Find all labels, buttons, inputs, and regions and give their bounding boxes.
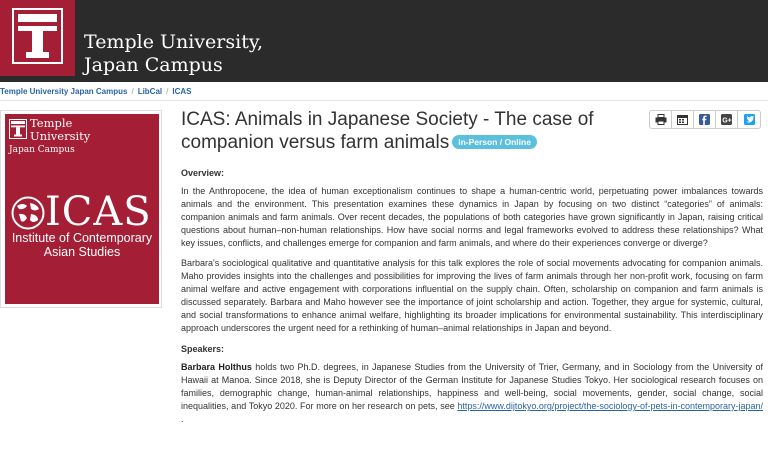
breadcrumb-item-libcal[interactable]: LibCal — [137, 87, 163, 96]
breadcrumb-separator: / — [131, 87, 134, 96]
overview-paragraph-2: Barbara's sociological qualitative and quantitative analysis for this talk explores the role of social movements advocating for companion animals. Maho provides insights into the challenges and possibilities for improving the lives of farm animals through her non-profit work, focusing on farm animal welfare and active engagement with corporations influential on the supply chain. Often, scholarship on companion and farm animals is discussed separately. Barbara and Maho however see the importance of joint scholarship and action. Together, they argue for systemic, cultural, and social transformations to enhance animal welfare, highlighting its broader implications for environmental sustainability. This interdisciplinary approach underscores the urgent need for a rethinking of human–animal relationships in Japan and beyond. — [181, 258, 763, 333]
site-title[interactable] — [84, 31, 263, 77]
speaker-bio-tail: . — [181, 414, 184, 424]
temple-t-icon — [12, 8, 63, 64]
side-campus: Japan Campus — [9, 145, 75, 155]
event-title — [181, 108, 621, 154]
side-university-name — [30, 117, 90, 143]
svg-text:G+: G+ — [722, 117, 732, 125]
side-uni-line1: Temple — [30, 116, 73, 130]
breadcrumb-item-tuj[interactable]: Temple University Japan Campus — [0, 87, 128, 96]
side-uni-line2: University — [30, 129, 91, 143]
speakers-heading: Speakers: — [181, 344, 225, 354]
icas-subtitle-line2: Asian Studies — [43, 245, 121, 259]
event-image-card — [0, 110, 162, 308]
breadcrumb-divider — [0, 100, 768, 101]
site-header — [0, 0, 768, 82]
temple-logo[interactable] — [0, 0, 75, 76]
speaker-name: Barbara Holthus — [181, 362, 252, 372]
overview-paragraph-1: In the Anthropocene, the idea of human exceptionalism continues to shape a human-centric world, perpetuating power imbalances towards animals and the environment. This presentation examines these dynamics in Japan by focusing on two distinct “categories” of animals: companion animals and farm animals. Over recent decades, the populations of both categories have grown significantly in Japan, raising critical questions about human–non-human relationships. How have social norms and legal frameworks evolved to address these relationships? What key issues, conflicts, and challenges emerge for companion and farm animals, and where do their experiences converge or diverge? — [181, 186, 763, 248]
breadcrumb-separator: / — [166, 87, 169, 96]
breadcrumb — [0, 86, 192, 98]
breadcrumb-item-icas[interactable]: ICAS — [172, 87, 192, 96]
speaker-bio — [181, 361, 763, 426]
speaker-research-link[interactable]: https://www.dijtokyo.org/project/the-sociology-of-pets-in-contemporary-japan/ — [457, 401, 763, 411]
overview-heading: Overview: — [181, 168, 225, 178]
temple-t-icon — [9, 119, 27, 139]
site-title-line1: Temple University, — [84, 31, 264, 53]
event-format-badge: In-Person / Online — [452, 135, 537, 149]
event-title-text: ICAS: Animals in Japanese Society - The case of companion versus farm animals — [181, 109, 594, 153]
event-content — [181, 108, 763, 426]
site-title-line2: Japan Campus — [84, 54, 223, 76]
icas-wordmark: ICAS — [45, 189, 152, 235]
icas-subtitle-line1: Institute of Contemporary — [11, 231, 153, 245]
icas-logo-image — [5, 114, 159, 304]
speaker-bio-text: holds two Ph.D. degrees, in Japanese Studies from the University of Trier, Germany, and in Sociology from the University of Hawaii at Manoa. Since 2018, she is Deputy Director of the German Institute for Japanese Studies Tokyo. Her sociological research focuses on families, demographic change, human-animal relationships, happiness and well-being, social movements, gender, social change, social inequalities, and Tokyo 2020. For more on her research on pets, see — [181, 362, 764, 411]
globe-icon — [11, 196, 45, 230]
